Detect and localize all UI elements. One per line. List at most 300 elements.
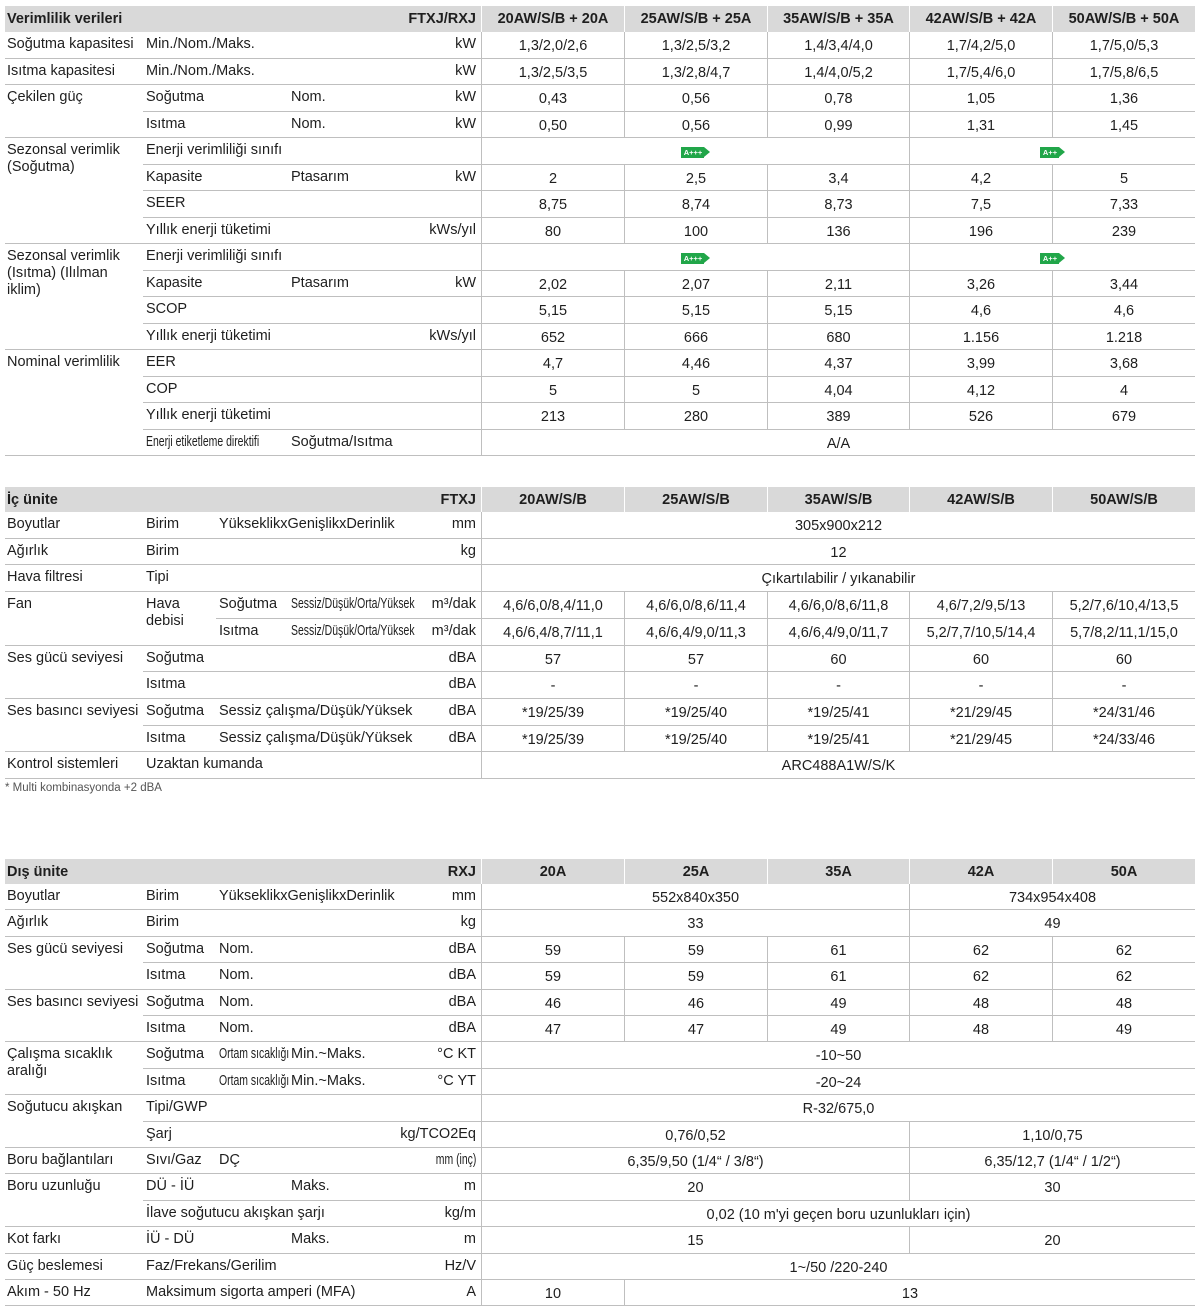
table-row: [5, 539, 1195, 565]
row-divider: [5, 1305, 481, 1306]
unit-label: °C YT: [437, 1073, 476, 1089]
row-label: Isıtma kapasitesi: [7, 63, 115, 79]
value-cell: 13: [624, 1280, 1195, 1306]
table-row: [5, 377, 1195, 403]
value-cell: 679: [1052, 403, 1195, 430]
row-label: Ses gücü seviyesi: [7, 941, 124, 957]
unit-label: dBA: [448, 650, 476, 666]
row-qualifier: Ptasarım: [291, 169, 350, 185]
row-sublabel: Min./Nom./Maks.: [146, 63, 255, 79]
unit-label: kW: [455, 275, 476, 291]
row-detail: Soğutma: [219, 596, 278, 612]
unit-label: dBA: [448, 1020, 476, 1036]
value-cell: 57: [481, 646, 624, 672]
unit-label: m³/dak: [431, 596, 476, 612]
value-cell: 239: [1052, 218, 1195, 244]
table-row: [5, 884, 1195, 910]
table-row: [5, 752, 1195, 779]
column-header: 42AW/S/B: [909, 487, 1052, 512]
value-cell: 5,2/7,6/10,4/13,5: [1052, 592, 1195, 619]
value-cell: 2,5: [624, 165, 767, 191]
value-cell: 734x954x408: [909, 884, 1195, 910]
table-row: [5, 1148, 1195, 1174]
table-row: [5, 565, 1195, 592]
table-row: [5, 937, 1195, 963]
row-label: Soğutma kapasitesi: [7, 36, 134, 52]
table-row: [5, 271, 1195, 297]
unit-label: kW: [455, 169, 476, 185]
value-cell: 10: [481, 1280, 624, 1306]
row-sublabel: Sıvı/Gaz: [146, 1152, 202, 1168]
row-qualifier: Soğutma/Isıtma: [291, 434, 393, 450]
value-cell: 8,75: [481, 191, 624, 218]
row-detail: Nom.: [219, 941, 254, 957]
value-cell: 8,74: [624, 191, 767, 218]
unit-label: dBA: [448, 941, 476, 957]
value-cell: 389: [767, 403, 909, 430]
energy-class-badge: A++: [1040, 147, 1059, 158]
value-cell: 3,44: [1052, 271, 1195, 297]
value-cell: 4,6/6,0/8,6/11,4: [624, 592, 767, 619]
value-cell: 62: [1052, 963, 1195, 990]
table-row: [5, 1095, 1195, 1122]
value-cell: 20: [909, 1227, 1195, 1254]
row-sublabel: Soğutma: [146, 994, 205, 1010]
value-cell: -: [1052, 672, 1195, 699]
value-cell: 4,37: [767, 350, 909, 377]
table-row: [5, 85, 1195, 112]
value-cell: 0,56: [624, 112, 767, 138]
value-cell: *19/25/39: [481, 699, 624, 726]
value-cell: 552x840x350: [481, 884, 909, 910]
table-row: [5, 699, 1195, 726]
value-cell: 4,6/6,4/9,0/11,7: [767, 619, 909, 646]
table-row: [5, 350, 1195, 377]
value-cell: 62: [1052, 937, 1195, 963]
value-cell: 0,56: [624, 85, 767, 112]
row-sublabel: İlave soğutucu akışkan şarjı: [146, 1205, 325, 1221]
unit-label: kWs/yıl: [429, 328, 476, 344]
value-cell: 6,35/12,7 (1/4“ / 1/2“): [909, 1148, 1195, 1174]
value-cell: *21/29/45: [909, 726, 1052, 752]
value-cell: 49: [909, 910, 1195, 937]
row-label: Kontrol sistemleri: [7, 756, 119, 772]
unit-label: dBA: [448, 994, 476, 1010]
row-sublabel: Soğutma: [146, 89, 205, 105]
table-header-row: [5, 487, 1195, 512]
row-qualifier: Sessiz/Düşük/Orta/Yüksek: [291, 623, 415, 639]
row-sublabel: Tipi/GWP: [146, 1099, 208, 1115]
value-cell: 1,7/5,4/6,0: [909, 59, 1052, 85]
row-sublabel: Isıtma: [146, 676, 186, 692]
value-cell: 62: [909, 937, 1052, 963]
value-cell: 1~/50 /220-240: [481, 1254, 1195, 1280]
value-cell: *19/25/41: [767, 699, 909, 726]
value-cell: 1,31: [909, 112, 1052, 138]
table-row: [5, 726, 1195, 752]
value-cell: 33: [481, 910, 909, 937]
value-cell: 3,68: [1052, 350, 1195, 377]
unit-label: dBA: [448, 676, 476, 692]
value-cell: 60: [909, 646, 1052, 672]
value-cell: 0,99: [767, 112, 909, 138]
row-qualifier: Ptasarım: [291, 275, 350, 291]
row-sublabel: Hava debisi: [146, 596, 184, 629]
row-sublabel: Soğutma: [146, 941, 205, 957]
table-row: [5, 1174, 1195, 1201]
row-detail: YükseklikxGenişlikxDerinlik: [219, 516, 395, 532]
row-label: Boyutlar: [7, 516, 61, 532]
unit-label: dBA: [448, 730, 476, 746]
value-cell: ARC488A1W/S/K: [481, 752, 1195, 779]
row-label: Boru uzunluğu: [7, 1178, 101, 1194]
column-header: 35AW/S/B: [767, 487, 909, 512]
value-cell: 7,5: [909, 191, 1052, 218]
row-sublabel: Enerji verimliliği sınıfı: [146, 248, 283, 264]
unit-label: Hz/V: [444, 1258, 476, 1274]
column-header: 20A: [481, 859, 624, 884]
value-cell: 2,02: [481, 271, 624, 297]
unit-label: kW: [455, 36, 476, 52]
row-sublabel: Uzaktan kumanda: [146, 756, 263, 772]
row-detail: DÇ: [219, 1152, 240, 1168]
table-title: Verimlilik verileri: [7, 11, 123, 27]
unit-label: m: [463, 1178, 476, 1194]
row-detail: Ortam sıcaklığı: [219, 1046, 290, 1062]
row-label: Hava filtresi: [7, 569, 83, 585]
model-series-label: FTXJ/RXJ: [408, 11, 476, 27]
value-cell: 1,3/2,0/2,6: [481, 32, 624, 59]
row-sublabel: Enerji verimliliği sınıfı: [146, 142, 283, 158]
value-cell: 2,11: [767, 271, 909, 297]
row-detail: Isıtma: [219, 623, 259, 639]
column-header: 42A: [909, 859, 1052, 884]
row-label: Sezonsal verimlik (Isıtma) (Ilılman iklim): [7, 248, 120, 298]
row-sublabel: Birim: [146, 543, 180, 559]
row-sublabel: Isıtma: [146, 1073, 186, 1089]
table-row: [5, 138, 1195, 175]
table-header-row: [5, 6, 1195, 32]
value-cell: 652: [481, 324, 624, 350]
value-cell: 46: [624, 990, 767, 1016]
unit-label: m: [463, 1231, 476, 1247]
model-series-label: FTXJ: [440, 491, 476, 508]
value-cell: 1,4/4,0/5,2: [767, 59, 909, 85]
value-cell: 15: [481, 1227, 909, 1254]
table-row: [5, 32, 1195, 59]
value-cell: 60: [1052, 646, 1195, 672]
value-cell: 47: [624, 1016, 767, 1042]
row-sublabel: Enerji etiketleme direktifi: [146, 434, 260, 450]
column-header: 25AW/S/B + 25A: [624, 6, 767, 32]
value-cell: 57: [624, 646, 767, 672]
column-header: 20AW/S/B + 20A: [481, 6, 624, 32]
table-row: [5, 619, 1195, 646]
value-cell: 20: [481, 1174, 909, 1201]
table-row: [5, 646, 1195, 672]
value-cell: 8,73: [767, 191, 909, 218]
value-cell: *19/25/41: [767, 726, 909, 752]
row-sublabel: COP: [146, 381, 178, 397]
value-cell: 5,15: [624, 297, 767, 324]
value-cell: 4,2: [909, 165, 1052, 191]
row-qualifier: Nom.: [291, 116, 326, 132]
value-cell: *19/25/39: [481, 726, 624, 752]
unit-label: dBA: [448, 703, 476, 719]
table-row: [5, 672, 1195, 699]
value-cell: [909, 138, 1195, 165]
value-cell: 1.218: [1052, 324, 1195, 350]
value-cell: 61: [767, 937, 909, 963]
row-sublabel: Soğutma: [146, 650, 205, 666]
value-cell: 48: [1052, 990, 1195, 1016]
row-sublabel: Faz/Frekans/Gerilim: [146, 1258, 277, 1274]
table-row: [5, 1122, 1195, 1148]
value-cell: 666: [624, 324, 767, 350]
row-qualifier: Maks.: [291, 1231, 330, 1247]
value-cell: [481, 244, 909, 271]
value-cell: 0,02 (10 m'yi geçen boru uzunlukları için): [481, 1201, 1195, 1227]
row-qualifier: Sessiz/Düşük/Orta/Yüksek: [291, 596, 415, 612]
row-detail: Nom.: [219, 967, 254, 983]
row-divider: [5, 778, 481, 779]
unit-label: kg: [460, 543, 476, 559]
value-cell: 4,04: [767, 377, 909, 403]
value-cell: 2: [481, 165, 624, 191]
table-row: [5, 191, 1195, 218]
value-cell: *19/25/40: [624, 726, 767, 752]
value-cell: 1,05: [909, 85, 1052, 112]
row-sublabel: Birim: [146, 888, 180, 904]
row-label: Kot farkı: [7, 1231, 61, 1247]
value-cell: Çıkartılabilir / yıkanabilir: [481, 565, 1195, 592]
row-detail: Ortam sıcaklığı: [219, 1073, 290, 1089]
row-sublabel: Şarj: [146, 1126, 172, 1142]
value-cell: 1,3/2,5/3,2: [624, 32, 767, 59]
row-sublabel: Yıllık enerji tüketimi: [146, 328, 271, 344]
value-cell: 49: [767, 1016, 909, 1042]
row-label: Çekilen güç: [7, 89, 83, 105]
value-cell: 136: [767, 218, 909, 244]
model-series-label: RXJ: [447, 863, 476, 880]
row-label: Ağırlık: [7, 914, 49, 930]
table-row: [5, 297, 1195, 324]
column-header: 20AW/S/B: [481, 487, 624, 512]
unit-label: kW: [455, 89, 476, 105]
value-cell: 1,7/5,0/5,3: [1052, 32, 1195, 59]
value-cell: 1,36: [1052, 85, 1195, 112]
value-cell: *21/29/45: [909, 699, 1052, 726]
unit-label: °C KT: [437, 1046, 476, 1062]
value-cell: 680: [767, 324, 909, 350]
row-label: Boru bağlantıları: [7, 1152, 114, 1168]
value-cell: 46: [481, 990, 624, 1016]
value-cell: 4,6/7,2/9,5/13: [909, 592, 1052, 619]
value-cell: 305x900x212: [481, 512, 1195, 539]
value-cell: 100: [624, 218, 767, 244]
row-sublabel: DÜ - İÜ: [146, 1178, 195, 1194]
value-cell: 1,10/0,75: [909, 1122, 1195, 1148]
row-detail: Sessiz çalışma/Düşük/Yüksek: [219, 730, 413, 746]
row-sublabel: Kapasite: [146, 169, 203, 185]
unit-label: m³/dak: [431, 623, 476, 639]
table-title: Dış ünite: [7, 863, 69, 880]
value-cell: 4,6: [1052, 297, 1195, 324]
table-row: [5, 218, 1195, 244]
column-header: 25AW/S/B: [624, 487, 767, 512]
value-cell: [909, 244, 1195, 271]
row-label: Boyutlar: [7, 888, 61, 904]
row-detail: Nom.: [219, 1020, 254, 1036]
unit-label: dBA: [448, 967, 476, 983]
table-row: [5, 1280, 1195, 1306]
value-cell: 2,07: [624, 271, 767, 297]
value-cell: 4,7: [481, 350, 624, 377]
row-label: Çalışma sıcaklık aralığı: [7, 1046, 113, 1079]
value-cell: -10~50: [481, 1042, 1195, 1069]
value-cell: -: [767, 672, 909, 699]
value-cell: R-32/675,0: [481, 1095, 1195, 1122]
table-row: [5, 1042, 1195, 1079]
row-qualifier: Maks.: [291, 1178, 330, 1194]
unit-label: kWs/yıl: [429, 222, 476, 238]
value-cell: -: [909, 672, 1052, 699]
unit-label: mm: [451, 516, 476, 532]
value-cell: 0,76/0,52: [481, 1122, 909, 1148]
value-cell: 4,6/6,0/8,4/11,0: [481, 592, 624, 619]
row-label: Ses basıncı seviyesi: [7, 703, 139, 719]
value-cell: 3,26: [909, 271, 1052, 297]
value-cell: *19/25/40: [624, 699, 767, 726]
value-cell: [481, 138, 909, 165]
value-cell: 7,33: [1052, 191, 1195, 218]
table-row: [5, 592, 1195, 629]
value-cell: 1,7/5,8/6,5: [1052, 59, 1195, 85]
column-header: 35AW/S/B + 35A: [767, 6, 909, 32]
row-detail: YükseklikxGenişlikxDerinlik: [219, 888, 395, 904]
table-row: [5, 403, 1195, 430]
unit-label: kW: [455, 63, 476, 79]
row-sublabel: Isıtma: [146, 116, 186, 132]
row-divider: [5, 455, 481, 456]
value-cell: 4,12: [909, 377, 1052, 403]
value-cell: -: [481, 672, 624, 699]
row-detail: Sessiz çalışma/Düşük/Yüksek: [219, 703, 413, 719]
energy-class-badge: A+++: [681, 253, 705, 264]
value-cell: 4: [1052, 377, 1195, 403]
row-label: Soğutucu akışkan: [7, 1099, 123, 1115]
value-cell: 1,45: [1052, 112, 1195, 138]
value-cell: 4,6: [909, 297, 1052, 324]
value-cell: 4,46: [624, 350, 767, 377]
column-header: 50A: [1052, 859, 1195, 884]
row-sublabel: Tipi: [146, 569, 169, 585]
column-header: 25A: [624, 859, 767, 884]
value-cell: 6,35/9,50 (1/4“ / 3/8“): [481, 1148, 909, 1174]
table-row: [5, 1201, 1195, 1227]
value-cell: 5,15: [481, 297, 624, 324]
row-detail: Nom.: [219, 994, 254, 1010]
row-sublabel: SEER: [146, 195, 186, 211]
value-cell: 12: [481, 539, 1195, 565]
table-title: İç ünite: [7, 491, 58, 508]
footnote: * Multi kombinasyonda +2 dBA: [5, 782, 162, 794]
value-cell: 3,4: [767, 165, 909, 191]
value-cell: 48: [909, 990, 1052, 1016]
value-cell: 280: [624, 403, 767, 430]
value-cell: 5,2/7,7/10,5/14,4: [909, 619, 1052, 646]
value-cell: -20~24: [481, 1069, 1195, 1095]
table-row: [5, 59, 1195, 85]
row-sublabel: EER: [146, 354, 176, 370]
column-header: 50AW/S/B: [1052, 487, 1195, 512]
unit-label: A: [466, 1284, 476, 1300]
column-header: 42AW/S/B + 42A: [909, 6, 1052, 32]
value-cell: 4,6/6,0/8,6/11,8: [767, 592, 909, 619]
value-cell: 5,7/8,2/11,1/15,0: [1052, 619, 1195, 646]
row-label: Akım - 50 Hz: [7, 1284, 91, 1300]
table-header-row: [5, 859, 1195, 884]
table-row: [5, 990, 1195, 1016]
unit-label: mm (inç): [435, 1152, 476, 1168]
value-cell: 213: [481, 403, 624, 430]
value-cell: A/A: [481, 430, 1195, 456]
value-cell: 61: [767, 963, 909, 990]
row-label: Ses gücü seviyesi: [7, 650, 124, 666]
row-sublabel: İÜ - DÜ: [146, 1231, 195, 1247]
value-cell: 62: [909, 963, 1052, 990]
value-cell: 59: [481, 963, 624, 990]
row-sublabel: Min./Nom./Maks.: [146, 36, 255, 52]
table-row: [5, 1227, 1195, 1254]
row-sublabel: Isıtma: [146, 967, 186, 983]
value-cell: 4,6/6,4/8,7/11,1: [481, 619, 624, 646]
value-cell: *24/31/46: [1052, 699, 1195, 726]
value-cell: 60: [767, 646, 909, 672]
value-cell: 1,3/2,5/3,5: [481, 59, 624, 85]
row-sublabel: Birim: [146, 516, 180, 532]
value-cell: 4,6/6,4/9,0/11,3: [624, 619, 767, 646]
table-row: [5, 1016, 1195, 1042]
value-cell: -: [624, 672, 767, 699]
row-label: Ağırlık: [7, 543, 49, 559]
value-cell: 1.156: [909, 324, 1052, 350]
unit-label: kW: [455, 116, 476, 132]
value-cell: 526: [909, 403, 1052, 430]
table-row: [5, 512, 1195, 539]
value-cell: 0,78: [767, 85, 909, 112]
value-cell: 0,43: [481, 85, 624, 112]
table-row: [5, 910, 1195, 937]
value-cell: 49: [1052, 1016, 1195, 1042]
value-cell: 80: [481, 218, 624, 244]
row-sublabel: SCOP: [146, 301, 188, 317]
row-qualifier: Min.~Maks.: [291, 1073, 366, 1089]
unit-label: kg/TCO2Eq: [400, 1126, 476, 1142]
table-row: [5, 963, 1195, 990]
table-row: [5, 1069, 1195, 1095]
value-cell: 59: [624, 963, 767, 990]
value-cell: 48: [909, 1016, 1052, 1042]
row-label: Nominal verimlilik: [7, 354, 120, 370]
unit-label: mm: [451, 888, 476, 904]
row-label: Fan: [7, 596, 32, 612]
row-sublabel: Yıllık enerji tüketimi: [146, 407, 271, 423]
unit-label: kg: [460, 914, 476, 930]
energy-class-badge: A+++: [681, 147, 705, 158]
value-cell: 0,50: [481, 112, 624, 138]
table-row: [5, 112, 1195, 138]
